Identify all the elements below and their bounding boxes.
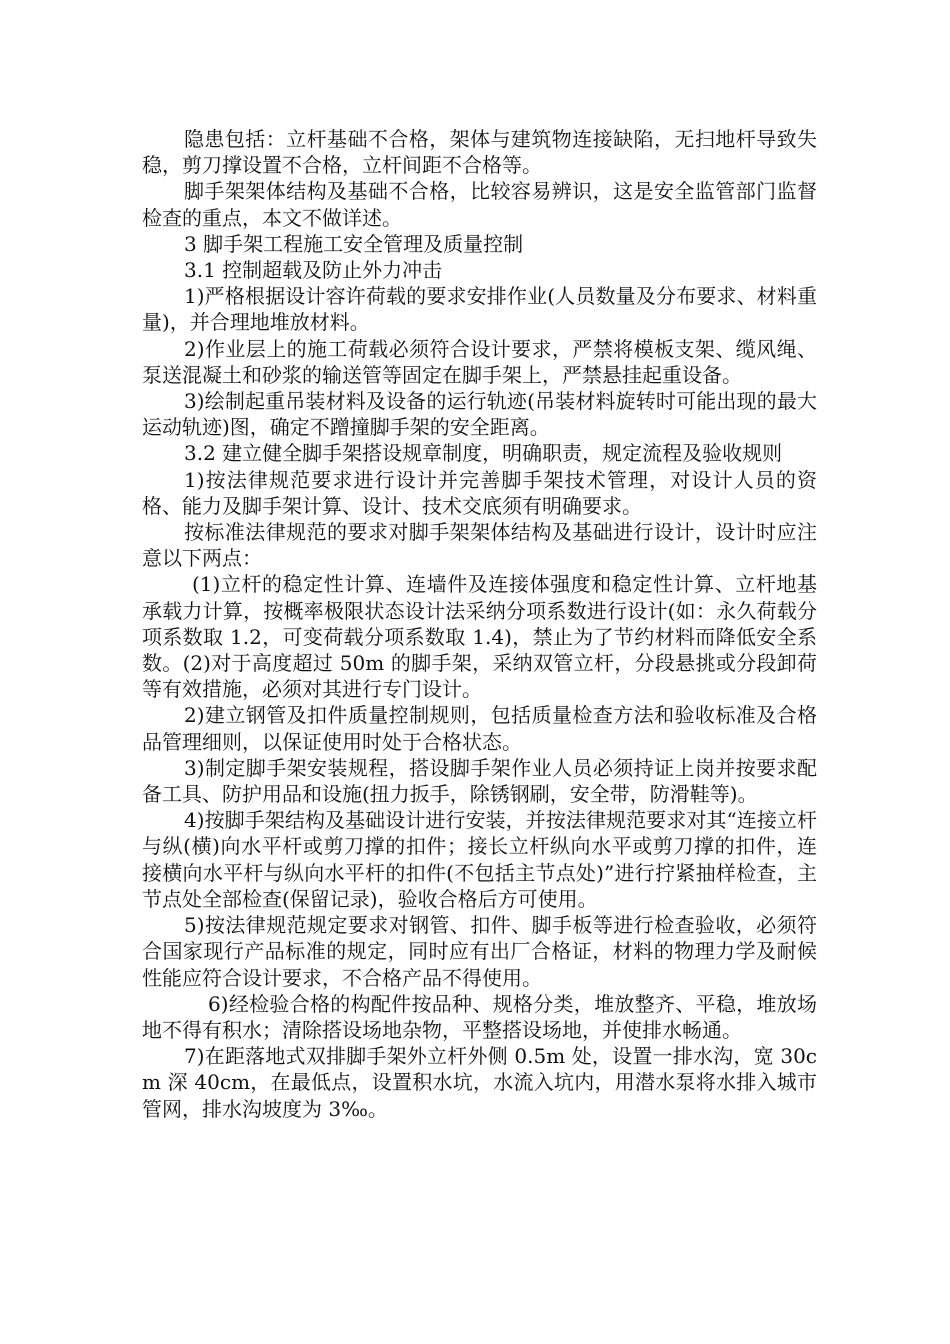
- list-item-3-2-7: 7)在距落地式双排脚手架外立杆外侧 0.5m 处，设置一排水沟，宽 30cm 深 40cm，在最低点，设置积水坑，水流入坑内，用潜水泵将水排入城市管网，排水沟坡度为 3‰。: [142, 1044, 817, 1121]
- paragraph-hazards: 隐患包括：立杆基础不合格，架体与建筑物连接缺陷，无扫地杆导致失稳，剪刀撑设置不合格，立杆间距不合格等。: [142, 127, 817, 178]
- list-item-3-1-3: 3)绘制起重吊装材料及设备的运行轨迹(吊装材料旋转时可能出现的最大运动轨迹)图，确定不蹭撞脚手架的安全距离。: [142, 389, 817, 440]
- list-item-3-1-1: 1)严格根据设计容许荷载的要求安排作业(人员数量及分布要求、材料重量)，并合理地堆放材料。: [142, 284, 817, 335]
- list-item-3-2-2: 2)建立钢管及扣件质量控制规则，包括质量检查方法和验收标准及合格品管理细则，以保证使用时处于合格状态。: [142, 703, 817, 754]
- list-item-3-2-5: 5)按法律规范规定要求对钢管、扣件、脚手板等进行检查验收，必须符合国家现行产品标准的规定，同时应有出厂合格证，材料的物理力学及耐候性能应符合设计要求，不合格产品不得使用。: [142, 913, 817, 990]
- paragraph-design-notes: 按标准法律规范的要求对脚手架架体结构及基础进行设计，设计时应注意以下两点：: [142, 520, 817, 571]
- section-heading-3: 3 脚手架工程施工安全管理及质量控制: [184, 231, 524, 256]
- paragraph-structure-note: 脚手架架体结构及基础不合格，比较容易辨识，这是安全监管部门监督检查的重点，本文不做详述。: [142, 179, 817, 230]
- list-item-3-2-6: 6)经检验合格的构配件按品种、规格分类，堆放整齐、平稳，堆放场地不得有积水；清除搭设场地杂物，平整搭设场地，并使排水畅通。: [142, 991, 817, 1042]
- subsection-heading-3-2: 3.2 建立健全脚手架搭设规章制度，明确职责，规定流程及验收规则: [184, 441, 783, 466]
- list-item-3-2-4: 4)按脚手架结构及基础设计进行安装，并按法律规范要求对其“连接立杆与纵(横)向水平杆或剪刀撑的扣件；接长立杆纵向水平或剪刀撑的扣件，连接横向水平杆与纵向水平杆的扣件(不包括主节点处)”进行拧紧抽样检查，主节点处全部检查(保留记录)，验收合格后方可使用。: [142, 808, 817, 911]
- subsection-heading-3-1: 3.1 控制超载及防止外力冲击: [184, 258, 443, 283]
- list-item-3-2-3: 3)制定脚手架安装规程，搭设脚手架作业人员必须持证上岗并按要求配备工具、防护用品和设施(扭力扳手，除锈钢刷，安全带，防滑鞋等)。: [142, 755, 817, 807]
- list-item-3-2-1: 1)按法律规范要求进行设计并完善脚手架技术管理，对设计人员的资格、能力及脚手架计算、设计、技术交底须有明确要求。: [142, 467, 817, 518]
- document-body: [142, 126, 817, 1122]
- list-item-3-1-2: 2)作业层上的施工荷载必须符合设计要求，严禁将模板支架、缆风绳、泵送混凝土和砂浆的输送管等固定在脚手架上，严禁悬挂起重设备。: [142, 336, 817, 387]
- paragraph-design-points: (1)立杆的稳定性计算、连墙件及连接体强度和稳定性计算、立杆地基承载力计算，按概率极限状态设计法采纳分项系数进行设计(如：永久荷载分项系数取 1.2，可变荷载分项系数取 1.4)，禁止为了节约材料而降低安全系数。(2)对于高度超过 50m 的脚手架，采纳双管立杆，分段悬挑或分段卸荷等有效措施，必须对其进行专门设计。: [142, 572, 817, 702]
